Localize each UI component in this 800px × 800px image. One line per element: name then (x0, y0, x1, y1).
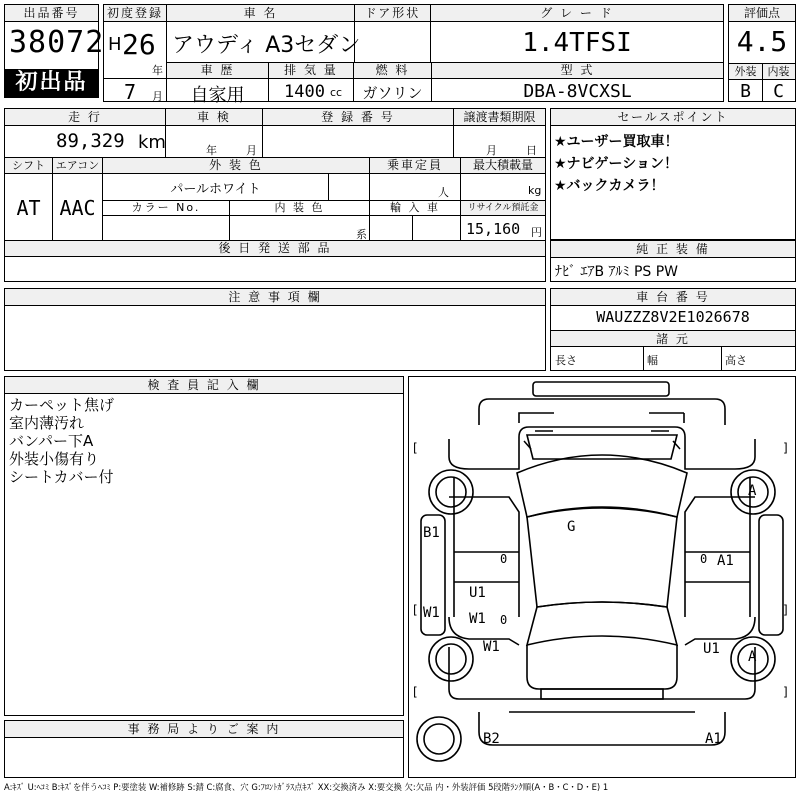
color-no-label: カラー No. (103, 201, 229, 216)
first-reg-month-unit: 月 (152, 90, 163, 103)
inspection-year-unit: 年 (206, 144, 217, 157)
mileage-label: 走 行 (5, 109, 165, 126)
later-parts-label: 後 日 発 送 部 品 (5, 241, 545, 257)
legend: A:ｷｽﾞ U:ﾍｺﾐ B:ｷｽﾞを伴うﾍｺﾐ P:要塗装 W:補修跡 S:錆 C:腐食、穴 G:ﾌﾛﾝﾄｶﾞﾗｽ点ｷｽﾞ XX:交換済み X:要交換 欠:欠品 内・外装評価 5段階ﾗﾝｸ順(A・B・C・D・E) 1 (4, 782, 609, 792)
inspection-month-unit: 月 (246, 144, 257, 157)
exterior-grade: B (740, 81, 751, 102)
chassis-value: WAUZZZ8V2E1026678 (596, 308, 750, 326)
bracket-close-mid: ] (783, 603, 788, 617)
mark-right-rear: U1 (703, 641, 720, 657)
recycle-unit: 円 (531, 226, 542, 239)
displacement-value: 1400 (284, 82, 325, 102)
front-fenders (449, 427, 755, 469)
inspector-line-3: バンパー下A (9, 432, 94, 450)
mark-zero-c: 0 (500, 613, 508, 627)
ext-color-value: パールホワイト (170, 182, 261, 197)
int-color-suffix: 系 (356, 228, 367, 241)
rear-glass (527, 602, 677, 645)
notes-label: 注 意 事 項 欄 (5, 289, 545, 306)
interior-grade: C (773, 81, 784, 102)
car-outline (409, 377, 795, 777)
spec-width: 幅 (647, 354, 658, 367)
car-name-label: 車 名 (167, 5, 354, 22)
exterior-label: 外装 (729, 64, 762, 80)
bracket-open-mid: [ (413, 603, 418, 617)
inspector-line-5: シートカバー付 (9, 468, 114, 486)
bracket-open-front: [ (413, 441, 418, 455)
chassis-box (550, 288, 796, 371)
bracket-close-front: ] (783, 441, 788, 455)
mark-hood: G (567, 519, 576, 535)
transfer-day-unit: 日 (526, 144, 537, 157)
roof (527, 508, 677, 607)
first-reg-year-unit: 年 (152, 64, 163, 77)
bracket-close-rear: ] (783, 685, 788, 699)
genuine-label: 純 正 装 備 (551, 241, 795, 258)
transfer-doc-label: 譲渡書類期限 (454, 109, 545, 126)
recycle-value: 15,160 (466, 220, 521, 238)
grade-value: 1.4TFSI (522, 28, 632, 58)
shift-value: AT (16, 196, 41, 220)
header-table (4, 4, 796, 106)
inspector-line-2: 室内薄汚れ (9, 414, 85, 432)
int-color-label: 内 装 色 (230, 201, 369, 216)
score-label: 評価点 (729, 5, 795, 22)
recycle-label: リサイクル預託金 (461, 201, 545, 216)
spec-height: 高さ (725, 354, 747, 367)
first-reg-month: 7 (124, 80, 137, 104)
trunk (527, 645, 677, 689)
mark-tire-rear-right: A (748, 649, 757, 665)
mark-left-door-1: U1 (469, 585, 486, 601)
max-load-label: 最大積載量 (461, 158, 545, 174)
first-reg-year: 26 (122, 28, 156, 61)
listing-box (4, 4, 105, 98)
genuine-box (550, 240, 796, 282)
mark-rear-right: A1 (705, 731, 722, 747)
spec-length: 長さ (555, 354, 577, 367)
chassis-label: 車 台 番 号 (551, 289, 795, 306)
fuel-label: 燃 料 (354, 63, 431, 79)
office-label: 事 務 局 よ り ご 案 内 (5, 721, 403, 738)
inspector-line-4: 外装小傷有り (9, 450, 100, 468)
first-reg-label: 初度登録 (104, 5, 166, 22)
sales-point-3: ★バックカメラ！ (554, 178, 665, 194)
specs-label: 諸 元 (551, 330, 795, 347)
reg-no-label: 登 録 番 号 (263, 109, 453, 126)
history-value: 自家用 (190, 85, 245, 106)
displacement-label: 排 気 量 (269, 63, 353, 79)
history-label: 車 歴 (167, 63, 268, 79)
capacity-unit: 人 (438, 186, 449, 199)
listing-number: 38072 (9, 25, 105, 60)
bracket-open-rear: [ (413, 685, 418, 699)
front-bumper (479, 399, 725, 425)
import-label: 輸 入 車 (370, 201, 460, 216)
model-value: DBA-8VCXSL (523, 81, 632, 102)
notes-box (4, 288, 546, 371)
mark-rear-left: B2 (483, 731, 500, 747)
damage-diagram (408, 376, 796, 778)
fuel-value: ガソリン (362, 84, 423, 102)
ext-color-label: 外 装 色 (103, 158, 369, 174)
sales-point-2: ★ナビゲーション！ (554, 156, 678, 172)
inspector-label: 検 査 員 記 入 欄 (5, 377, 403, 394)
mileage-value: 89,329 (56, 130, 125, 152)
score-box (728, 4, 796, 102)
transfer-month-unit: 月 (486, 144, 497, 157)
rear-bumper (479, 712, 725, 745)
rear-lights (541, 689, 663, 699)
car-name-value: アウディ A3セダン (172, 33, 361, 58)
door-label: ドア形状 (355, 5, 430, 22)
inspector-line-1: カーペット焦げ (9, 396, 115, 414)
office-box (4, 720, 404, 778)
sales-points-box (550, 108, 796, 240)
interior-label: 内装 (762, 64, 795, 80)
sales-point-1: ★ユーザー買取車！ (554, 134, 679, 150)
shift-label: シフト (5, 158, 52, 174)
listing-label: 出品番号 (5, 5, 98, 22)
max-load-unit: kg (528, 184, 542, 197)
model-label: 型 式 (432, 63, 723, 79)
genuine-value: ﾅﾋﾞ ｴｱB ｱﾙﾐ PS PW (555, 264, 679, 280)
first-reg-era: H (108, 34, 122, 55)
score-value: 4.5 (736, 25, 788, 58)
mark-left-rear: W1 (483, 639, 500, 655)
right-side-strip (759, 515, 783, 635)
mark-zero-b: 0 (700, 552, 708, 566)
aircon-value: AAC (59, 196, 96, 220)
sales-points-label: セールスポイント (551, 109, 795, 126)
mileage-unit: km (138, 132, 166, 153)
capacity-label: 乗車定員 (370, 158, 460, 174)
mark-front-left: B1 (423, 525, 440, 541)
mark-tire-front-right: A (748, 483, 757, 499)
mark-left-door-2: W1 (469, 611, 486, 627)
inspection-label: 車 検 (166, 109, 262, 126)
displacement-unit: cc (330, 86, 343, 99)
front-bumper-top (533, 382, 669, 396)
first-listing-badge: 初出品 (5, 69, 98, 97)
mark-left-fender: W1 (423, 605, 440, 621)
grade-label: グ レ ー ド (431, 5, 723, 22)
mark-zero-a: 0 (500, 552, 508, 566)
aircon-label: エアコン (53, 158, 102, 174)
inspector-box (4, 376, 404, 716)
mark-right-door: A1 (717, 553, 734, 569)
